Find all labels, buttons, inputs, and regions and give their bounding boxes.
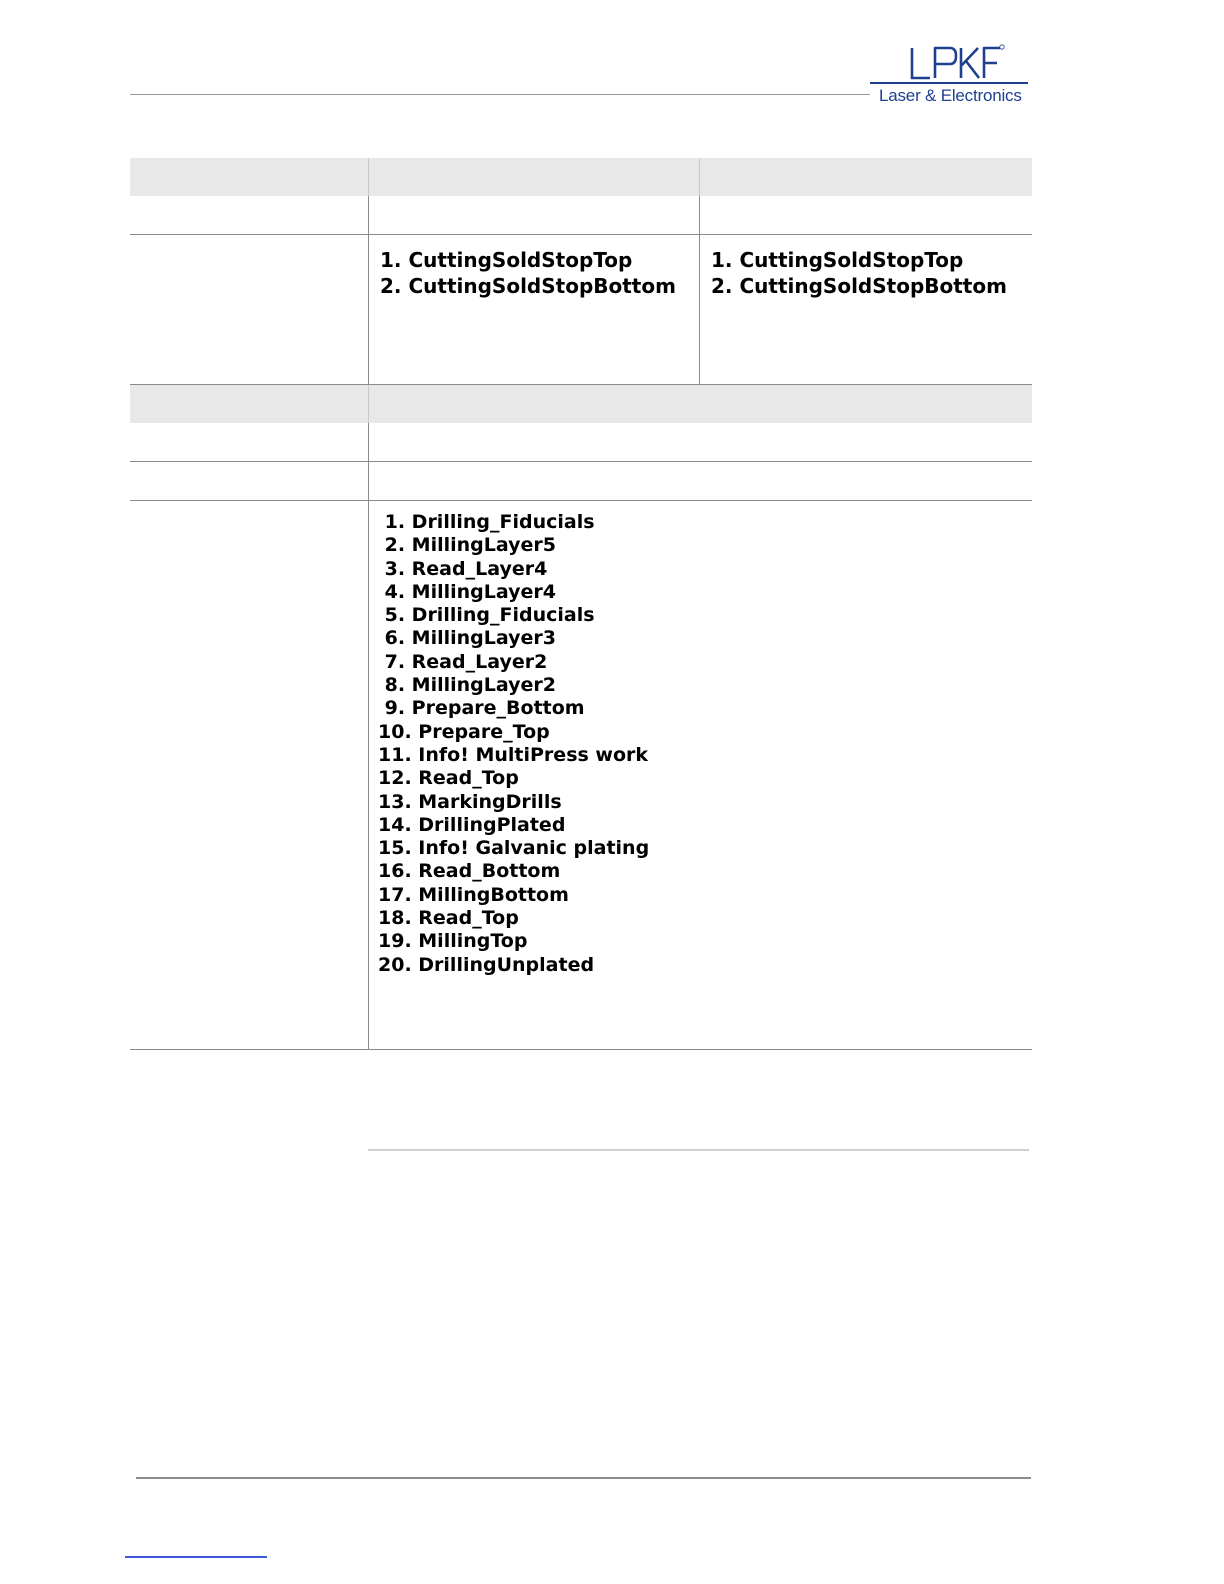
logo-underline	[870, 82, 1028, 84]
table-cell	[369, 196, 700, 234]
header-cell	[369, 385, 1032, 423]
list-item: 2. MillingLayer5	[378, 534, 556, 557]
cutting-steps-right	[700, 235, 1032, 299]
table-cell	[700, 235, 1032, 384]
header-cell	[130, 385, 369, 423]
list-item: 1. CuttingSoldStopTop	[711, 248, 964, 272]
list-item: 4. MillingLayer4	[378, 580, 556, 603]
table-header-row	[130, 385, 1032, 423]
list-item: 8. MillingLayer2	[378, 674, 556, 697]
list-item: 16. Read_Bottom	[378, 860, 561, 883]
table-row	[130, 196, 1032, 235]
list-item: 18. Read_Top	[378, 907, 519, 930]
list-item: 1. Drilling_Fiducials	[378, 511, 595, 533]
table-cell	[369, 501, 1032, 1049]
list-item: 15. Info! Galvanic plating	[378, 837, 650, 860]
list-item: 3. Read_Layer4	[378, 557, 548, 580]
section-divider	[368, 1149, 1029, 1151]
list-item: 19. MillingTop	[378, 930, 528, 953]
table-row	[130, 423, 1032, 462]
list-item: 12. Read_Top	[378, 767, 519, 790]
table-cell	[369, 462, 1032, 500]
footer-link-underline[interactable]	[125, 1556, 267, 1558]
table-row	[130, 501, 1032, 1050]
table-cell	[130, 462, 369, 500]
table-cell	[369, 235, 700, 384]
header-cell	[700, 158, 1032, 196]
list-item: 2. CuttingSoldStopBottom	[711, 274, 1007, 298]
list-item: 6. MillingLayer3	[378, 627, 556, 650]
header-cell	[369, 158, 700, 196]
list-item: 7. Read_Layer2	[378, 650, 548, 673]
header-rule	[130, 94, 870, 95]
list-item: 2. CuttingSoldStopBottom	[380, 274, 676, 298]
list-item: 5. Drilling_Fiducials	[378, 604, 595, 627]
lpkf-logo-mark	[910, 44, 1006, 82]
table-cell	[369, 423, 1032, 461]
cutting-steps-left	[369, 235, 699, 299]
list-item: 20. DrillingUnplated	[378, 953, 595, 976]
table-row	[130, 235, 1032, 385]
list-item: 9. Prepare_Bottom	[378, 697, 585, 720]
list-item: 13. MarkingDrills	[378, 790, 562, 813]
lpkf-logo	[870, 44, 1030, 108]
footer-rule	[136, 1477, 1031, 1479]
table-header-row	[130, 158, 1032, 196]
list-item: 17. MillingBottom	[378, 883, 569, 906]
process-table	[130, 158, 1032, 1050]
list-item: 11. Info! MultiPress work	[378, 743, 649, 766]
table-cell	[130, 423, 369, 461]
table-cell	[130, 501, 369, 1049]
list-item: 14. DrillingPlated	[378, 813, 566, 836]
logo-tagline: Laser & Electronics	[879, 86, 1022, 105]
table-cell	[130, 235, 369, 384]
list-item: 10. Prepare_Top	[378, 720, 550, 743]
table-row	[130, 462, 1032, 501]
process-steps-list	[369, 501, 1032, 977]
header-cell	[130, 158, 369, 196]
table-cell	[700, 196, 1032, 234]
table-cell	[130, 196, 369, 234]
list-item: 1. CuttingSoldStopTop	[380, 248, 633, 272]
